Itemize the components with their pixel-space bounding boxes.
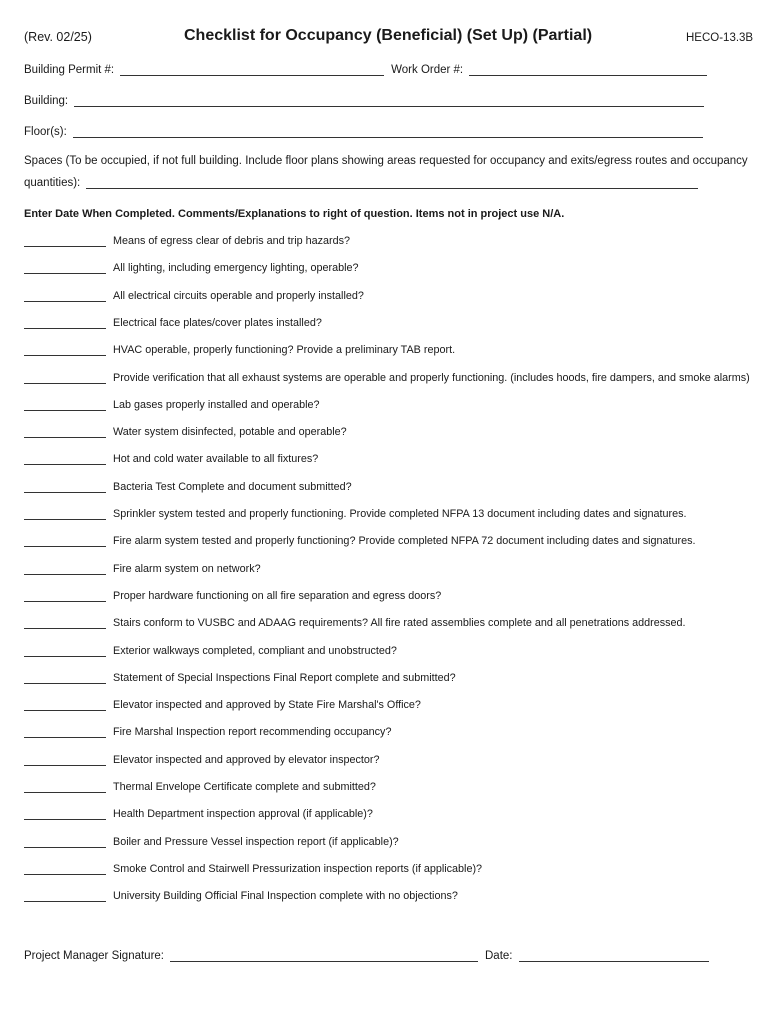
checklist-item-label: Bacteria Test Complete and document submitted? (113, 480, 352, 493)
date-completed-input[interactable] (24, 701, 106, 711)
checklist-item-label: Elevator inspected and approved by elevator inspector? (113, 753, 380, 766)
checklist-item-label: Hot and cold water available to all fixtures? (113, 453, 319, 466)
date-label: Date: (485, 950, 513, 962)
checklist-item (24, 372, 750, 384)
spaces-label-line1: Spaces (To be occupied, if not full building. Include floor plans showing areas requested for occupancy and exits/egress routes and occupancy (24, 155, 748, 167)
spaces-label-line2: quantities): (24, 177, 81, 189)
date-completed-input[interactable] (24, 810, 106, 820)
floors-input[interactable] (73, 127, 703, 138)
checklist-item-label: University Building Official Final Inspection complete with no objections? (113, 890, 458, 903)
date-completed-input[interactable] (24, 237, 106, 247)
date-completed-input[interactable] (24, 428, 106, 438)
checklist-item-label: Sprinkler system tested and properly functioning. Provide completed NFPA 13 document including dates and signatures. (113, 508, 687, 520)
date-completed-input[interactable] (24, 838, 106, 848)
date-completed-input[interactable] (24, 292, 106, 302)
checklist-item (24, 781, 376, 793)
date-completed-input[interactable] (24, 264, 106, 274)
date-completed-input[interactable] (24, 892, 106, 902)
date-completed-input[interactable] (24, 592, 106, 602)
building-permit-label: Building Permit #: (24, 64, 115, 76)
checklist-item (24, 317, 322, 329)
checklist-item-label: Provide verification that all exhaust systems are operable and properly functioning. (includes hoods, fire dampers, and smoke alarms) (113, 371, 750, 384)
floors-label: Floor(s): (24, 126, 67, 138)
checklist-item-label: Electrical face plates/cover plates installed? (113, 316, 322, 329)
checklist-item (24, 399, 320, 411)
date-completed-input[interactable] (24, 537, 106, 547)
checklist-item (24, 481, 352, 493)
checklist-item (24, 290, 364, 302)
checklist-item (24, 262, 358, 274)
checklist-item (24, 508, 687, 520)
checklist-item (24, 836, 399, 848)
checklist-item-label: Fire alarm system tested and properly functioning? Provide completed NFPA 72 document including dates and signatures. (113, 535, 696, 548)
checklist-item (24, 563, 261, 575)
revision-label: (Rev. 02/25) (24, 30, 92, 44)
date-completed-input[interactable] (24, 455, 106, 465)
instructions: Enter Date When Completed. Comments/Explanations to right of question. Items not in project use N/A. (24, 208, 565, 220)
building-row (24, 95, 704, 107)
date-completed-input[interactable] (24, 510, 106, 520)
checklist-item (24, 235, 350, 247)
checklist-item (24, 453, 318, 465)
checklist-item-label: Stairs conform to VUSBC and ADAAG requirements? All fire rated assemblies complete and all penetrations addressed. (113, 617, 686, 630)
signature-label: Project Manager Signature: (24, 950, 164, 962)
checklist-item-label: Boiler and Pressure Vessel inspection report (if applicable)? (113, 835, 399, 848)
checklist-item-label: Statement of Special Inspections Final Report complete and submitted? (113, 671, 456, 684)
checklist-item-label: Exterior walkways completed, compliant and unobstructed? (113, 644, 397, 657)
checklist-item (24, 754, 380, 766)
permit-workorder-row (24, 64, 707, 76)
date-completed-input[interactable] (24, 674, 106, 684)
page-title: Checklist for Occupancy (Beneficial) (Set Up) (Partial) (184, 27, 593, 44)
checklist-item (24, 890, 458, 902)
form-code: HECO-13.3B (686, 32, 754, 44)
checklist-item (24, 863, 482, 875)
checklist-item (24, 699, 421, 711)
date-completed-input[interactable] (24, 783, 106, 793)
checklist-item-label: Elevator inspected and approved by State Fire Marshal's Office? (113, 699, 421, 712)
signature-input[interactable] (170, 951, 478, 962)
date-completed-input[interactable] (24, 565, 106, 575)
date-completed-input[interactable] (24, 401, 106, 411)
checklist-item-label: Thermal Envelope Certificate complete and submitted? (113, 781, 376, 793)
checklist-item-label: Health Department inspection approval (if applicable)? (113, 808, 373, 821)
date-completed-input[interactable] (24, 483, 106, 493)
checklist-item-label: Means of egress clear of debris and trip hazards? (113, 235, 351, 247)
spaces-input[interactable] (86, 178, 698, 189)
date-completed-input[interactable] (24, 374, 106, 384)
date-completed-input[interactable] (24, 728, 106, 738)
checklist-item-label: Lab gases properly installed and operable? (113, 398, 320, 411)
checklist-item (24, 590, 441, 602)
date-input[interactable] (519, 951, 709, 962)
checklist-item (24, 617, 686, 629)
work-order-input[interactable] (469, 65, 707, 76)
spaces-row (24, 177, 698, 189)
checklist-item-label: Proper hardware functioning on all fire separation and egress doors? (113, 589, 442, 602)
checklist-item-label: Water system disinfected, potable and operable? (113, 426, 347, 439)
date-completed-input[interactable] (24, 346, 106, 356)
checklist-item-label: Fire alarm system on network? (113, 562, 261, 575)
date-completed-input[interactable] (24, 865, 106, 875)
checklist-item (24, 808, 373, 820)
building-input[interactable] (74, 96, 704, 107)
building-permit-input[interactable] (120, 65, 384, 76)
floors-row (24, 126, 703, 138)
building-label: Building: (24, 95, 69, 107)
checklist-item-label: Smoke Control and Stairwell Pressurization inspection reports (if applicable)? (113, 862, 483, 875)
checklist-item (24, 645, 397, 657)
date-completed-input[interactable] (24, 647, 106, 657)
date-completed-input[interactable] (24, 756, 106, 766)
date-completed-input[interactable] (24, 319, 106, 329)
checklist-item (24, 672, 456, 684)
checklist-item (24, 344, 455, 356)
checklist-item-label: Fire Marshal Inspection report recommending occupancy? (113, 726, 392, 739)
checklist-item-label: All lighting, including emergency lighting, operable? (113, 262, 359, 275)
checklist-item-label: HVAC operable, properly functioning? Provide a preliminary TAB report. (113, 344, 456, 357)
checklist-item (24, 726, 391, 738)
date-completed-input[interactable] (24, 619, 106, 629)
checklist-item (24, 426, 347, 438)
checklist-item-label: All electrical circuits operable and properly installed? (113, 289, 364, 302)
signature-row (24, 950, 709, 962)
work-order-label: Work Order #: (391, 64, 464, 76)
checklist-item (24, 535, 696, 547)
